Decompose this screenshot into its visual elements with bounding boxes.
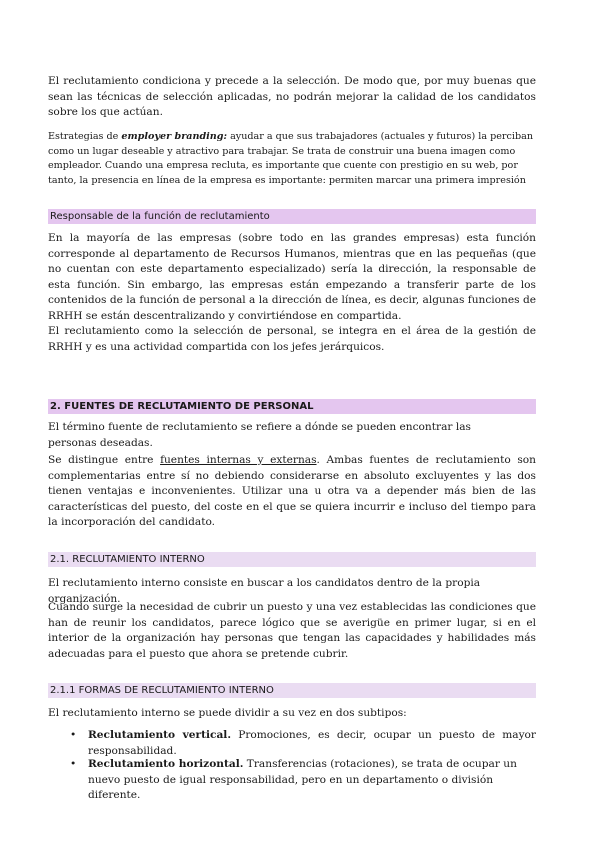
section-heading-fuentes: 2. FUENTES DE RECLUTAMIENTO DE PERSONAL: [48, 399, 536, 414]
interno-paragraph-2: Cuando surge la necesidad de cubrir un puesto y una vez establecidas las condiciones que han de reunir los candidatos, parece lógico que se averigüe en primer lugar, si en el interior de la organización hay personas que tengan las capacidades y habilidades más adecuadas para el puesto que ahora se pretende cubrir.: [48, 601, 536, 660]
section-heading-formas: 2.1.1 FORMAS DE RECLUTAMIENTO INTERNO: [48, 683, 536, 698]
list-item: [48, 728, 536, 759]
employer-branding-prefix: Estrategias de: [48, 131, 122, 142]
fuentes-paragraph-2: [48, 453, 536, 531]
fuentes-prefix: Se distingue entre: [48, 454, 161, 466]
fuentes-rest: . Ambas fuentes de reclutamiento son complementarias entre sí no debiendo considerarse en absoluto excluyentes y las dos tienen ventajas e inconvenientes. Utilizar una u otra va a depender más bien de las características del puesto, del coste en el que se quiera incurrir e incluso del tiempo para la incorporación del candidato.: [48, 454, 536, 529]
bullet-icon: •: [70, 729, 77, 741]
list-item-text: Transferencias (rotaciones), se trata de ocupar un nuevo puesto de igual responsabilidad, pero en un departamento o división diferente.: [88, 758, 517, 802]
list-item-text: Promociones, es decir, ocupar un puesto de mayor responsabilidad.: [88, 729, 536, 757]
bullet-icon: •: [70, 758, 77, 770]
section-heading-responsable: Responsable de la función de reclutamiento: [48, 209, 536, 224]
responsable-paragraph-2: El reclutamiento como la selección de personal, se integra en el área de la gestión de RRHH y es una actividad compartida con los jefes jerárquicos.: [48, 325, 536, 353]
list-item: [48, 757, 536, 804]
employer-branding-term: employer branding:: [121, 131, 228, 142]
fuentes-internas-externas-link: fuentes internas y externas: [160, 454, 317, 466]
intro-paragraph-1: El reclutamiento condiciona y precede a la selección. De modo que, por muy buenas que sean las técnicas de selección aplicadas, no podrán mejorar la calidad de los candidatos sobre los que actúan.: [48, 75, 536, 119]
formas-paragraph-1: El reclutamiento interno se puede dividir a su vez en dos subtipos:: [48, 707, 407, 719]
list-item-term: Reclutamiento vertical.: [88, 729, 232, 741]
intro-paragraph-2: [48, 130, 536, 188]
list-item-term: Reclutamiento horizontal.: [88, 758, 244, 770]
fuentes-paragraph-1: El término fuente de reclutamiento se refiere a dónde se pueden encontrar las personas deseadas.: [48, 421, 471, 449]
responsable-paragraph-1: En la mayoría de las empresas (sobre todo en las grandes empresas) esta función corresponde al departamento de Recursos Humanos, mientras que en las pequeñas (que no cuentan con este departamento especializado) sería la dirección, la responsable de esta función. Sin embargo, las empresas están empezando a transferir parte de los contenidos de la función de personal a la dirección de línea, es decir, algunas funciones de RRHH se están descentralizando y convirtiéndose en compartida.: [48, 232, 536, 322]
interno-paragraph-1: El reclutamiento interno consiste en buscar a los candidatos dentro de la propia organización.: [48, 577, 481, 605]
employer-branding-text: ayudar a que sus trabajadores (actuales y futuros) la perciban como un lugar deseable y atractivo para trabajar. Se trata de construir una buena imagen como empleador. Cuando una empresa recluta, es importante que cuente con prestigio en su web, por tanto, la presencia en línea de la empresa es importante: permiten marcar una primera impresión: [48, 131, 534, 186]
section-heading-interno: 2.1. RECLUTAMIENTO INTERNO: [48, 552, 536, 567]
